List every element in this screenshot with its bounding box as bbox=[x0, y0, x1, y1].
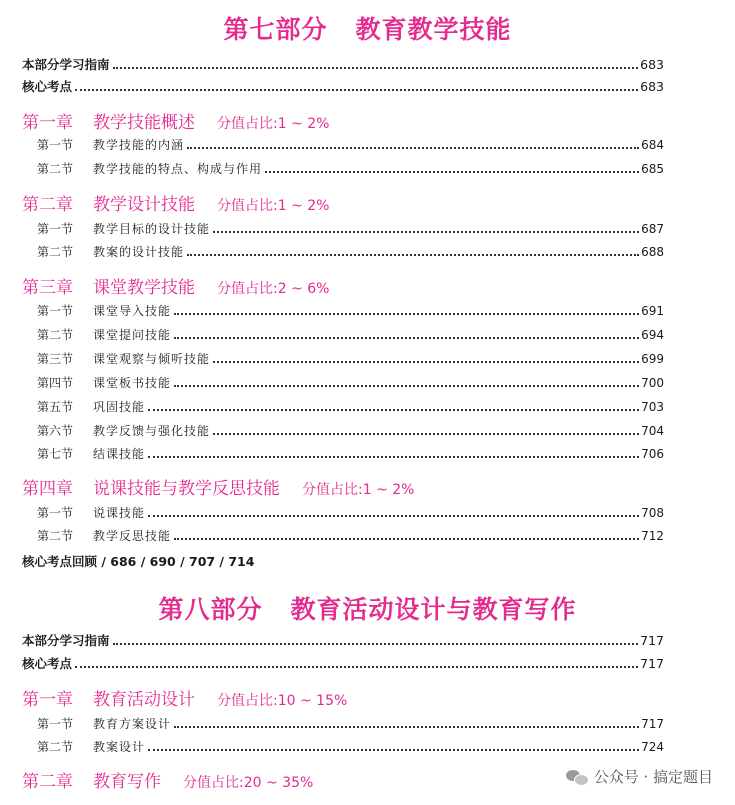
leader-dots bbox=[113, 67, 639, 69]
chapter-heading[interactable]: 第二章 教学设计技能 分值占比:1 ~ 2% bbox=[22, 195, 330, 215]
leader-dots bbox=[148, 456, 639, 458]
part8-title: 第八部分 教育活动设计与教育写作 bbox=[158, 595, 577, 624]
section-row[interactable]: 第六节 教学反馈与强化技能 704 bbox=[37, 424, 664, 438]
leader-dots bbox=[213, 231, 639, 233]
leader-dots bbox=[75, 89, 638, 91]
score-weight: 分值占比:10 ~ 15% bbox=[217, 693, 348, 709]
section-row[interactable]: 第一节 课堂导入技能 691 bbox=[37, 304, 664, 318]
section-row[interactable]: 第二节 教案设计 724 bbox=[37, 740, 664, 754]
section-row[interactable]: 第二节 教学反思技能 712 bbox=[37, 529, 664, 543]
leader-dots bbox=[174, 726, 639, 728]
page-number: 703 bbox=[641, 400, 664, 414]
page-number: 685 bbox=[641, 162, 664, 176]
leader-dots bbox=[265, 171, 639, 173]
page-number: 704 bbox=[641, 424, 664, 438]
page-number: 683 bbox=[640, 79, 664, 94]
watermark bbox=[566, 766, 713, 787]
page-number: 699 bbox=[641, 352, 664, 366]
chapter-heading[interactable]: 第一章 教育活动设计 分值占比:10 ~ 15% bbox=[22, 690, 348, 710]
page-number: 724 bbox=[641, 740, 664, 754]
page-number: 717 bbox=[640, 633, 664, 648]
score-weight: 分值占比:1 ~ 2% bbox=[302, 482, 415, 498]
section-row[interactable]: 第一节 教育方案设计 717 bbox=[37, 717, 664, 731]
page-number: 694 bbox=[641, 328, 664, 342]
page-number: 717 bbox=[640, 656, 664, 671]
page-number: 684 bbox=[641, 138, 664, 152]
page-number: 712 bbox=[641, 529, 664, 543]
section-row[interactable]: 第一节 说课技能 708 bbox=[37, 506, 664, 520]
section-row[interactable]: 第一节 教学目标的设计技能 687 bbox=[37, 222, 664, 236]
section-row[interactable]: 第五节 巩固技能 703 bbox=[37, 400, 664, 414]
page-number: 688 bbox=[641, 245, 664, 259]
leader-dots bbox=[174, 313, 639, 315]
page-number: 687 bbox=[641, 222, 664, 236]
chapter-heading[interactable]: 第二章 教育写作 分值占比:20 ~ 35% bbox=[22, 772, 314, 792]
leader-dots bbox=[174, 385, 639, 387]
core-review-line: 核心考点回顾 / 686 / 690 / 707 / 714 bbox=[22, 554, 255, 569]
section-row[interactable]: 第七节 结课技能 706 bbox=[37, 447, 664, 461]
leader-dots bbox=[148, 515, 639, 517]
part7-guide-row[interactable] bbox=[22, 57, 664, 73]
page-number: 706 bbox=[641, 447, 664, 461]
page-number: 691 bbox=[641, 304, 664, 318]
leader-dots bbox=[113, 643, 639, 645]
toc-entry-label: 核心考点 bbox=[22, 656, 73, 671]
leader-dots bbox=[75, 666, 638, 668]
leader-dots bbox=[148, 749, 639, 751]
chapter-heading[interactable]: 第一章 教学技能概述 分值占比:1 ~ 2% bbox=[22, 113, 330, 133]
score-weight: 分值占比:20 ~ 35% bbox=[183, 775, 314, 791]
page-number: 700 bbox=[641, 376, 664, 390]
toc-entry-label: 本部分学习指南 bbox=[22, 57, 110, 72]
chapter-heading[interactable]: 第四章 说课技能与教学反思技能 分值占比:1 ~ 2% bbox=[22, 479, 415, 499]
leader-dots bbox=[213, 433, 639, 435]
leader-dots bbox=[187, 147, 639, 149]
score-weight: 分值占比:1 ~ 2% bbox=[217, 116, 330, 132]
wechat-icon bbox=[566, 768, 588, 786]
toc-entry-label: 核心考点 bbox=[22, 79, 73, 94]
leader-dots bbox=[174, 337, 639, 339]
score-weight: 分值占比:2 ~ 6% bbox=[217, 281, 330, 297]
part8-guide-row[interactable] bbox=[22, 633, 664, 649]
leader-dots bbox=[213, 361, 639, 363]
section-row[interactable]: 第二节 教案的设计技能 688 bbox=[37, 245, 664, 259]
section-row[interactable]: 第二节 课堂提问技能 694 bbox=[37, 328, 664, 342]
section-row[interactable]: 第二节 教学技能的特点、构成与作用 685 bbox=[37, 162, 664, 176]
score-weight: 分值占比:1 ~ 2% bbox=[217, 198, 330, 214]
page-number: 708 bbox=[641, 506, 664, 520]
part8-core-row[interactable] bbox=[22, 656, 664, 672]
leader-dots bbox=[148, 409, 639, 411]
section-row[interactable]: 第一节 教学技能的内涵 684 bbox=[37, 138, 664, 152]
part7-title: 第七部分 教育教学技能 bbox=[223, 15, 512, 44]
leader-dots bbox=[187, 254, 639, 256]
part7-core-row[interactable] bbox=[22, 79, 664, 95]
chapter-heading[interactable]: 第三章 课堂教学技能 分值占比:2 ~ 6% bbox=[22, 278, 330, 298]
page-number: 717 bbox=[641, 717, 664, 731]
section-row[interactable]: 第三节 课堂观察与倾听技能 699 bbox=[37, 352, 664, 366]
toc-entry-label: 本部分学习指南 bbox=[22, 633, 110, 648]
watermark-text: 公众号 · 搞定题目 bbox=[593, 768, 713, 786]
page-number: 683 bbox=[640, 57, 664, 72]
section-row[interactable]: 第四节 课堂板书技能 700 bbox=[37, 376, 664, 390]
leader-dots bbox=[174, 538, 639, 540]
